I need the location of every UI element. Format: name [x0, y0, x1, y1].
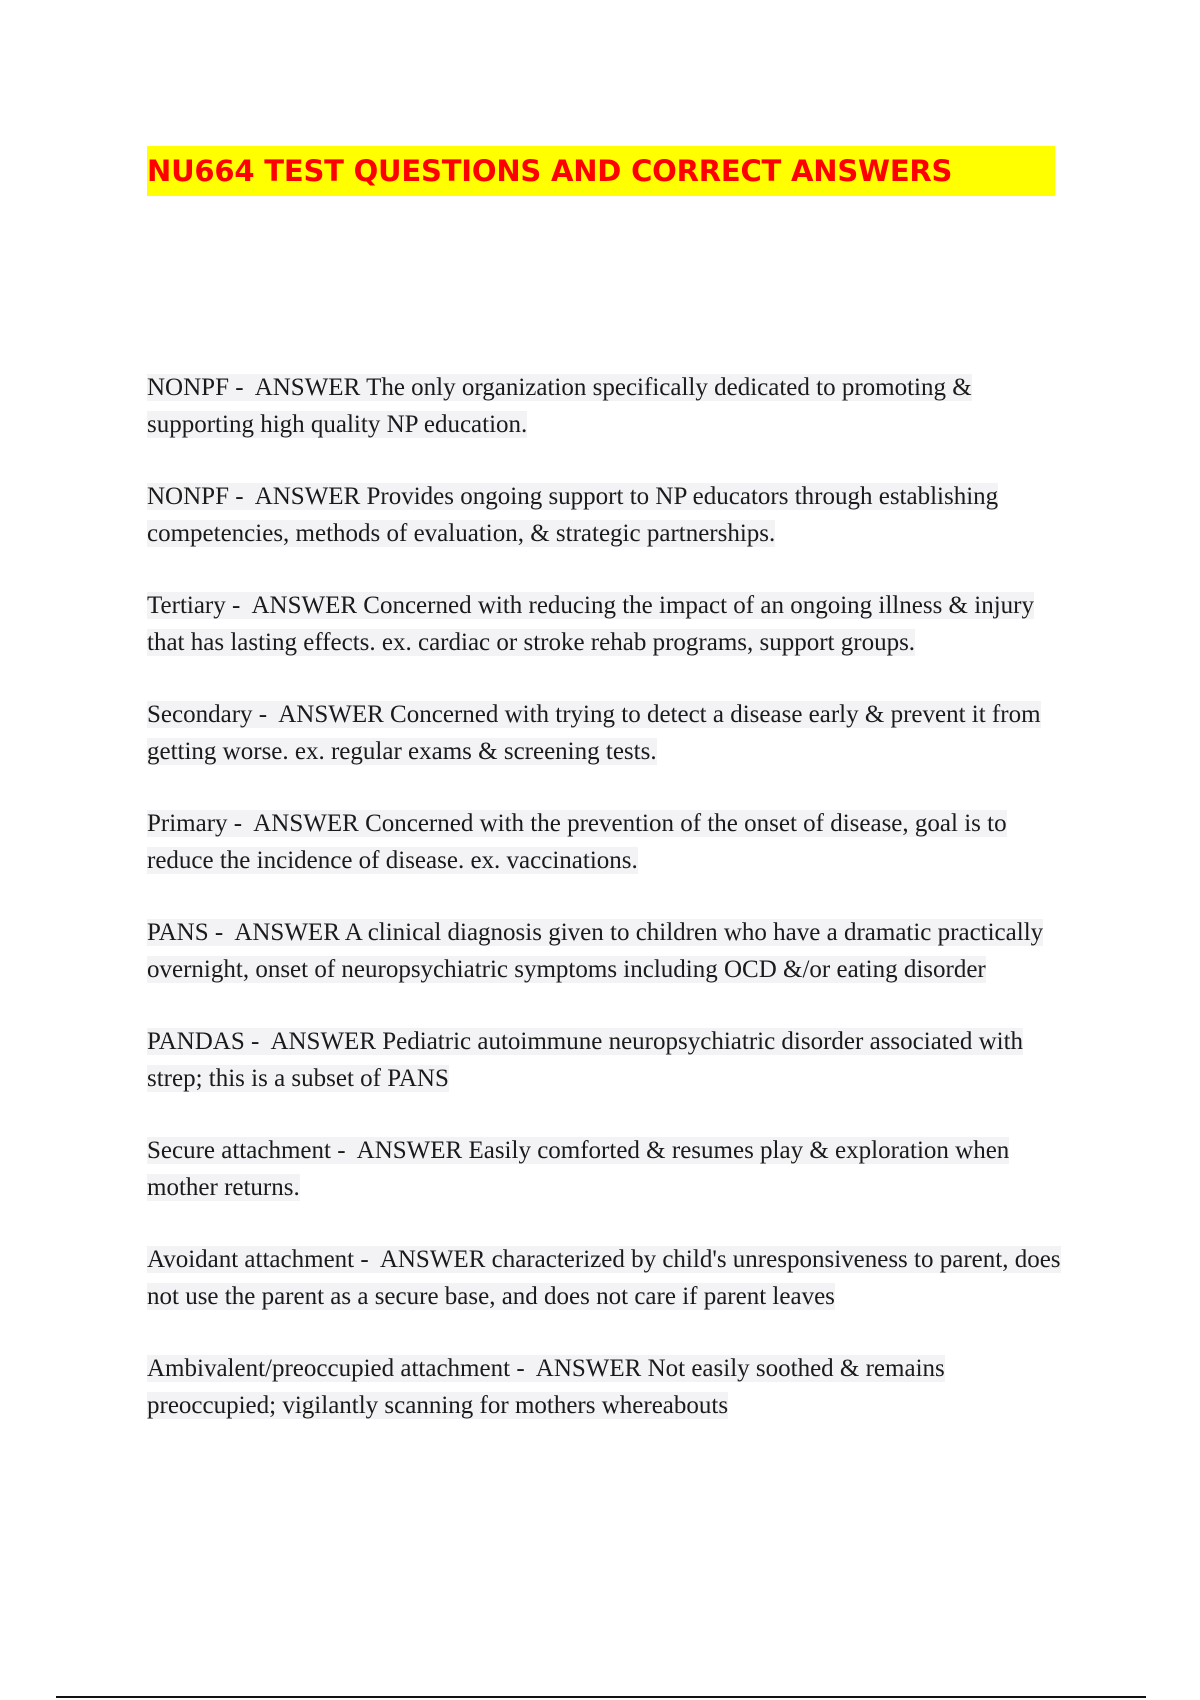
document-title: NU664 TEST QUESTIONS AND CORRECT ANSWERS: [147, 146, 1055, 196]
qa-text: PANDAS - ANSWER Pediatric autoimmune neuropsychiatric disorder associated with strep; this is a subset of PANS: [147, 1028, 1024, 1092]
answer-label: ANSWER: [535, 1355, 642, 1382]
qa-answer: Not easily soothed & remains preoccupied; vigilantly scanning for mothers whereabouts: [147, 1355, 945, 1419]
qa-text: Ambivalent/preoccupied attachment - ANSWER Not easily soothed & remains preoccupied; vigilantly scanning for mothers whereabouts: [147, 1355, 945, 1419]
qa-text: Secure attachment - ANSWER Easily comforted & resumes play & exploration when mother returns.: [147, 1137, 1010, 1201]
qa-item: [147, 1242, 1062, 1315]
qa-term: NONPF: [147, 374, 229, 401]
qa-item: [147, 1024, 1062, 1097]
qa-text: Avoidant attachment - ANSWER characterized by child's unresponsiveness to parent, does not use the parent as a secure base, and does not care if parent leaves: [147, 1246, 1061, 1310]
qa-term: PANDAS: [147, 1028, 245, 1055]
answer-label: ANSWER: [356, 1137, 463, 1164]
qa-answer: characterized by child's unresponsiveness to parent, does not use the parent as a secure base, and does not care if parent leaves: [147, 1246, 1061, 1310]
qa-item: [147, 370, 1062, 443]
qa-answer: Pediatric autoimmune neuropsychiatric disorder associated with strep; this is a subset of PANS: [147, 1028, 1024, 1092]
qa-text: NONPF - ANSWER Provides ongoing support to NP educators through establishing competencies, methods of evaluation, & strategic partnerships.: [147, 483, 999, 547]
qa-text: NONPF - ANSWER The only organization specifically dedicated to promoting & supporting high quality NP education.: [147, 374, 972, 438]
qa-text: Tertiary - ANSWER Concerned with reducing the impact of an ongoing illness & injury that has lasting effects. ex. cardiac or stroke rehab programs, support groups.: [147, 592, 1034, 656]
qa-item: [147, 806, 1062, 879]
qa-item: [147, 588, 1062, 661]
qa-item: [147, 915, 1062, 988]
qa-term: Ambivalent/preoccupied attachment: [147, 1355, 511, 1382]
qa-term: Secondary: [147, 701, 253, 728]
qa-item: [147, 1351, 1062, 1424]
qa-answer: Easily comforted & resumes play & exploration when mother returns.: [147, 1137, 1010, 1201]
answer-label: ANSWER: [270, 1028, 376, 1055]
qa-term: NONPF: [147, 483, 229, 510]
answer-label: ANSWER: [379, 1246, 486, 1273]
answer-label: ANSWER: [278, 701, 384, 728]
qa-item: [147, 479, 1062, 552]
qa-item: [147, 697, 1062, 770]
footer-rule: [56, 1696, 1146, 1698]
qa-text: Primary - ANSWER Concerned with the prevention of the onset of disease, goal is to reduce the incidence of disease. ex. vaccinations.: [147, 810, 1007, 874]
qa-answer: The only organization specifically dedicated to promoting & supporting high quality NP education.: [147, 374, 972, 438]
qa-answer: Concerned with reducing the impact of an ongoing illness & injury that has lasting effects. ex. cardiac or stroke rehab programs, support groups.: [147, 592, 1034, 656]
qa-answer: Concerned with trying to detect a disease early & prevent it from getting worse. ex. regular exams & screening tests.: [147, 701, 1041, 765]
answer-label: ANSWER: [254, 374, 361, 401]
qa-term: Primary: [147, 810, 228, 837]
qa-item: [147, 1133, 1062, 1206]
answer-label: ANSWER: [254, 483, 361, 510]
qa-text: Secondary - ANSWER Concerned with trying to detect a disease early & prevent it from getting worse. ex. regular exams & screening tests.: [147, 701, 1041, 765]
qa-answer: Provides ongoing support to NP educators through establishing competencies, methods of evaluation, & strategic partnerships.: [147, 483, 999, 547]
answer-label: ANSWER: [253, 810, 359, 837]
answer-label: ANSWER: [234, 919, 340, 946]
qa-answer: Concerned with the prevention of the onset of disease, goal is to reduce the incidence of disease. ex. vaccinations.: [147, 810, 1007, 874]
answer-label: ANSWER: [251, 592, 358, 619]
qa-answer: A clinical diagnosis given to children who have a dramatic practically overnight, onset of neuropsychiatric symptoms including OCD &/or eating disorder: [147, 919, 1044, 983]
qa-term: Avoidant attachment: [147, 1246, 355, 1273]
qa-term: PANS: [147, 919, 209, 946]
qa-term: Tertiary: [147, 592, 226, 619]
qa-term: Secure attachment: [147, 1137, 331, 1164]
qa-text: PANS - ANSWER A clinical diagnosis given to children who have a dramatic practically overnight, onset of neuropsychiatric symptoms including OCD &/or eating disorder: [147, 919, 1044, 983]
qa-list: [147, 370, 1062, 1460]
